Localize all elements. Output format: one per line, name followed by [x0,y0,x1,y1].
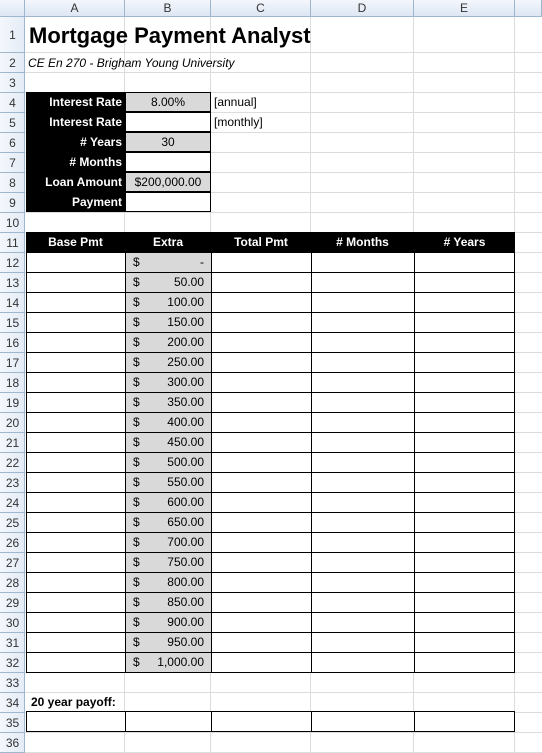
extra-amount: 600.00 [167,495,204,509]
extra-cell[interactable] [125,592,212,613]
base-pmt-cell[interactable] [26,352,126,373]
extra-cell[interactable] [125,572,212,593]
extra-cell[interactable] [125,252,212,273]
years-cell[interactable] [414,312,515,333]
row-header-36[interactable]: 36 [0,733,25,753]
years-cell[interactable] [414,332,515,353]
extra-cell[interactable] [125,312,212,333]
extra-amount: 100.00 [167,295,204,309]
row-header-7[interactable]: 7 [0,153,25,173]
years-cell[interactable] [414,572,515,593]
total-pmt-cell[interactable] [211,512,312,533]
extra-amount: 550.00 [167,475,204,489]
months-cell[interactable] [311,552,415,573]
months-cell[interactable] [311,372,415,393]
payoff-base-cell[interactable] [26,711,126,732]
months-cell[interactable] [311,532,415,553]
column-header-bar [0,0,542,17]
row-header-6[interactable]: 6 [0,133,25,153]
extra-amount: 300.00 [167,375,204,389]
base-pmt-cell[interactable] [26,452,126,473]
currency-symbol: $ [133,275,140,289]
total-pmt-cell[interactable] [211,392,312,413]
column-header-e[interactable]: E [414,0,515,17]
row-header-34[interactable]: 34 [0,693,25,713]
years-cell[interactable] [414,252,515,273]
payoff-months-cell[interactable] [311,711,415,732]
header-months: # Months [311,232,414,252]
currency-symbol: $ [133,335,140,349]
years-cell[interactable] [414,592,515,613]
months-cell[interactable] [311,612,415,633]
extra-amount: 50.00 [173,275,204,289]
row-header-25[interactable]: 25 [0,513,25,533]
extra-amount: 800.00 [167,575,204,589]
years-label: # Years [26,132,125,152]
extra-amount: 450.00 [167,435,204,449]
select-all-corner[interactable] [0,0,25,17]
months-cell[interactable] [311,652,415,673]
extra-amount: 1,000.00 [157,655,204,669]
row-header-31[interactable]: 31 [0,633,25,653]
extra-cell[interactable] [125,372,212,393]
total-pmt-cell[interactable] [211,552,312,573]
years-cell[interactable] [414,352,515,373]
extra-cell[interactable] [125,392,212,413]
row-header-28[interactable]: 28 [0,573,25,593]
extra-cell[interactable] [125,292,212,313]
extra-amount: 150.00 [167,315,204,329]
row-header-18[interactable]: 18 [0,373,25,393]
total-pmt-cell[interactable] [211,412,312,433]
payment-cell[interactable] [125,192,211,212]
extra-amount: 950.00 [167,635,204,649]
base-pmt-cell[interactable] [26,652,126,673]
currency-symbol: $ [133,615,140,629]
loan-amount-label: Loan Amount [26,172,125,192]
extra-cell[interactable] [125,352,212,373]
years-cell[interactable] [414,372,515,393]
extra-cell[interactable] [125,552,212,573]
column-header-b[interactable]: B [125,0,211,17]
years-cell[interactable] [414,512,515,533]
row-header-26[interactable]: 26 [0,533,25,553]
header-years: # Years [414,232,515,252]
row-header-bar [0,17,25,752]
extra-amount: 200.00 [167,335,204,349]
currency-symbol: $ [133,435,140,449]
months-cell[interactable] [311,392,415,413]
row-header-23[interactable]: 23 [0,473,25,493]
row-header-17[interactable]: 17 [0,353,25,373]
row-header-8[interactable]: 8 [0,173,25,193]
currency-symbol: $ [133,375,140,389]
months-cell[interactable] [311,292,415,313]
extra-amount: 750.00 [167,555,204,569]
currency-symbol: $ [133,355,140,369]
interest-rate-input[interactable]: 8.00% [125,92,211,112]
page-subtitle: CE En 270 - Brigham Young University [28,56,235,70]
extra-amount: 500.00 [167,455,204,469]
row-header-22[interactable]: 22 [0,453,25,473]
row-header-13[interactable]: 13 [0,273,25,293]
currency-symbol: $ [133,595,140,609]
extra-cell[interactable] [125,472,212,493]
currency-symbol: $ [133,295,140,309]
base-pmt-cell[interactable] [26,612,126,633]
row-header-24[interactable]: 24 [0,493,25,513]
extra-cell[interactable] [125,612,212,633]
payoff-total-cell[interactable] [211,711,312,732]
currency-symbol: $ [133,635,140,649]
row-header-14[interactable]: 14 [0,293,25,313]
total-pmt-cell[interactable] [211,572,312,593]
loan-amount-input[interactable]: $200,000.00 [125,172,211,192]
years-cell[interactable] [414,412,515,433]
row-header-35[interactable]: 35 [0,713,25,733]
months-cell[interactable] [311,512,415,533]
extra-cell[interactable] [125,412,212,433]
row-header-12[interactable]: 12 [0,253,25,273]
total-pmt-cell[interactable] [211,432,312,453]
extra-amount: 850.00 [167,595,204,609]
base-pmt-cell[interactable] [26,292,126,313]
gridline [25,212,542,213]
extra-amount: 400.00 [167,415,204,429]
monthly-rate-cell[interactable] [125,112,211,132]
years-cell[interactable] [414,552,515,573]
payoff-label: 20 year payoff: [31,695,116,709]
total-pmt-cell[interactable] [211,492,312,513]
months-cell[interactable] [311,592,415,613]
extra-cell[interactable] [125,512,212,533]
base-pmt-cell[interactable] [26,592,126,613]
annual-note: [annual] [214,95,257,109]
base-pmt-cell[interactable] [26,632,126,653]
row-header-30[interactable]: 30 [0,613,25,633]
page-title: Mortgage Payment Analyst [29,23,311,48]
extra-cell[interactable] [125,272,212,293]
interest-rate-label: Interest Rate [26,92,125,112]
base-pmt-cell[interactable] [26,372,126,393]
payoff-years-cell[interactable] [414,711,515,732]
monthly-rate-label: Interest Rate [26,112,125,132]
row-header-29[interactable]: 29 [0,593,25,613]
row-header-3[interactable]: 3 [0,73,25,93]
row-header-21[interactable]: 21 [0,433,25,453]
gridline [25,732,542,733]
months-cell[interactable] [311,432,415,453]
years-cell[interactable] [414,292,515,313]
currency-symbol: $ [133,255,140,269]
years-cell[interactable] [414,452,515,473]
total-pmt-cell[interactable] [211,652,312,673]
row-header-20[interactable]: 20 [0,413,25,433]
extra-amount: 650.00 [167,515,204,529]
base-pmt-cell[interactable] [26,492,126,513]
base-pmt-cell[interactable] [26,392,126,413]
total-pmt-cell[interactable] [211,312,312,333]
payoff-extra-cell[interactable] [125,711,212,732]
base-pmt-cell[interactable] [26,512,126,533]
total-pmt-cell[interactable] [211,472,312,493]
currency-symbol: $ [133,655,140,669]
base-pmt-cell[interactable] [26,432,126,453]
extra-amount: 700.00 [167,535,204,549]
base-pmt-cell[interactable] [26,472,126,493]
extra-cell[interactable] [125,432,212,453]
row-header-15[interactable]: 15 [0,313,25,333]
total-pmt-cell[interactable] [211,372,312,393]
total-pmt-cell[interactable] [211,632,312,653]
years-cell[interactable] [414,392,515,413]
years-cell[interactable] [414,432,515,453]
row-header-33[interactable]: 33 [0,673,25,693]
extra-amount: 250.00 [167,355,204,369]
total-pmt-cell[interactable] [211,592,312,613]
base-pmt-cell[interactable] [26,532,126,553]
currency-symbol: $ [133,575,140,589]
column-header-d[interactable]: D [311,0,414,17]
base-pmt-cell[interactable] [26,412,126,433]
column-header-partial[interactable] [515,0,542,17]
years-cell[interactable] [414,532,515,553]
extra-amount: 900.00 [167,615,204,629]
currency-symbol: $ [133,415,140,429]
currency-symbol: $ [133,455,140,469]
total-pmt-cell[interactable] [211,332,312,353]
extra-amount: 350.00 [167,395,204,409]
base-pmt-cell[interactable] [26,572,126,593]
base-pmt-cell[interactable] [26,252,126,273]
years-cell[interactable] [414,492,515,513]
total-pmt-cell[interactable] [211,452,312,473]
years-cell[interactable] [414,612,515,633]
months-cell[interactable] [311,332,415,353]
payment-label: Payment [26,192,125,212]
row-header-11[interactable]: 11 [0,233,25,253]
extra-cell[interactable] [125,452,212,473]
currency-symbol: $ [133,395,140,409]
extra-cell[interactable] [125,632,212,653]
extra-amount: - [200,255,204,269]
row-header-16[interactable]: 16 [0,333,25,353]
total-pmt-cell[interactable] [211,292,312,313]
years-cell[interactable] [414,272,515,293]
currency-symbol: $ [133,535,140,549]
header-base-pmt: Base Pmt [26,232,125,252]
total-pmt-cell[interactable] [211,272,312,293]
total-pmt-cell[interactable] [211,252,312,273]
extra-cell[interactable] [125,332,212,353]
extra-cell[interactable] [125,532,212,553]
total-pmt-cell[interactable] [211,352,312,373]
total-pmt-cell[interactable] [211,532,312,553]
base-pmt-cell[interactable] [26,272,126,293]
months-cell[interactable] [311,412,415,433]
row-header-27[interactable]: 27 [0,553,25,573]
months-cell[interactable] [311,272,415,293]
base-pmt-cell[interactable] [26,552,126,573]
row-header-4[interactable]: 4 [0,93,25,113]
months-cell[interactable] [311,252,415,273]
row-header-32[interactable]: 32 [0,653,25,673]
column-header-c[interactable]: C [211,0,311,17]
extra-cell[interactable] [125,652,212,673]
months-cell[interactable] [311,472,415,493]
currency-symbol: $ [133,315,140,329]
years-input[interactable]: 30 [125,132,211,152]
months-cell[interactable] [311,312,415,333]
months-cell[interactable] [311,492,415,513]
row-header-1[interactable]: 1 [0,17,25,53]
months-cell[interactable] [311,572,415,593]
years-cell[interactable] [414,632,515,653]
base-pmt-cell[interactable] [26,332,126,353]
years-cell[interactable] [414,472,515,493]
row-header-19[interactable]: 19 [0,393,25,413]
header-total-pmt: Total Pmt [211,232,311,252]
months-cell[interactable] [311,352,415,373]
months-label: # Months [26,152,125,172]
header-extra: Extra [125,232,211,252]
currency-symbol: $ [133,515,140,529]
monthly-note: [monthly] [214,115,263,129]
row-header-9[interactable]: 9 [0,193,25,213]
column-header-a[interactable]: A [25,0,125,17]
currency-symbol: $ [133,495,140,509]
total-pmt-cell[interactable] [211,612,312,633]
row-header-2[interactable]: 2 [0,53,25,73]
months-cell[interactable] [125,152,211,172]
extra-cell[interactable] [125,492,212,513]
row-header-10[interactable]: 10 [0,213,25,233]
years-cell[interactable] [414,652,515,673]
base-pmt-cell[interactable] [26,312,126,333]
row-header-5[interactable]: 5 [0,113,25,133]
currency-symbol: $ [133,475,140,489]
currency-symbol: $ [133,555,140,569]
months-cell[interactable] [311,452,415,473]
months-cell[interactable] [311,632,415,653]
